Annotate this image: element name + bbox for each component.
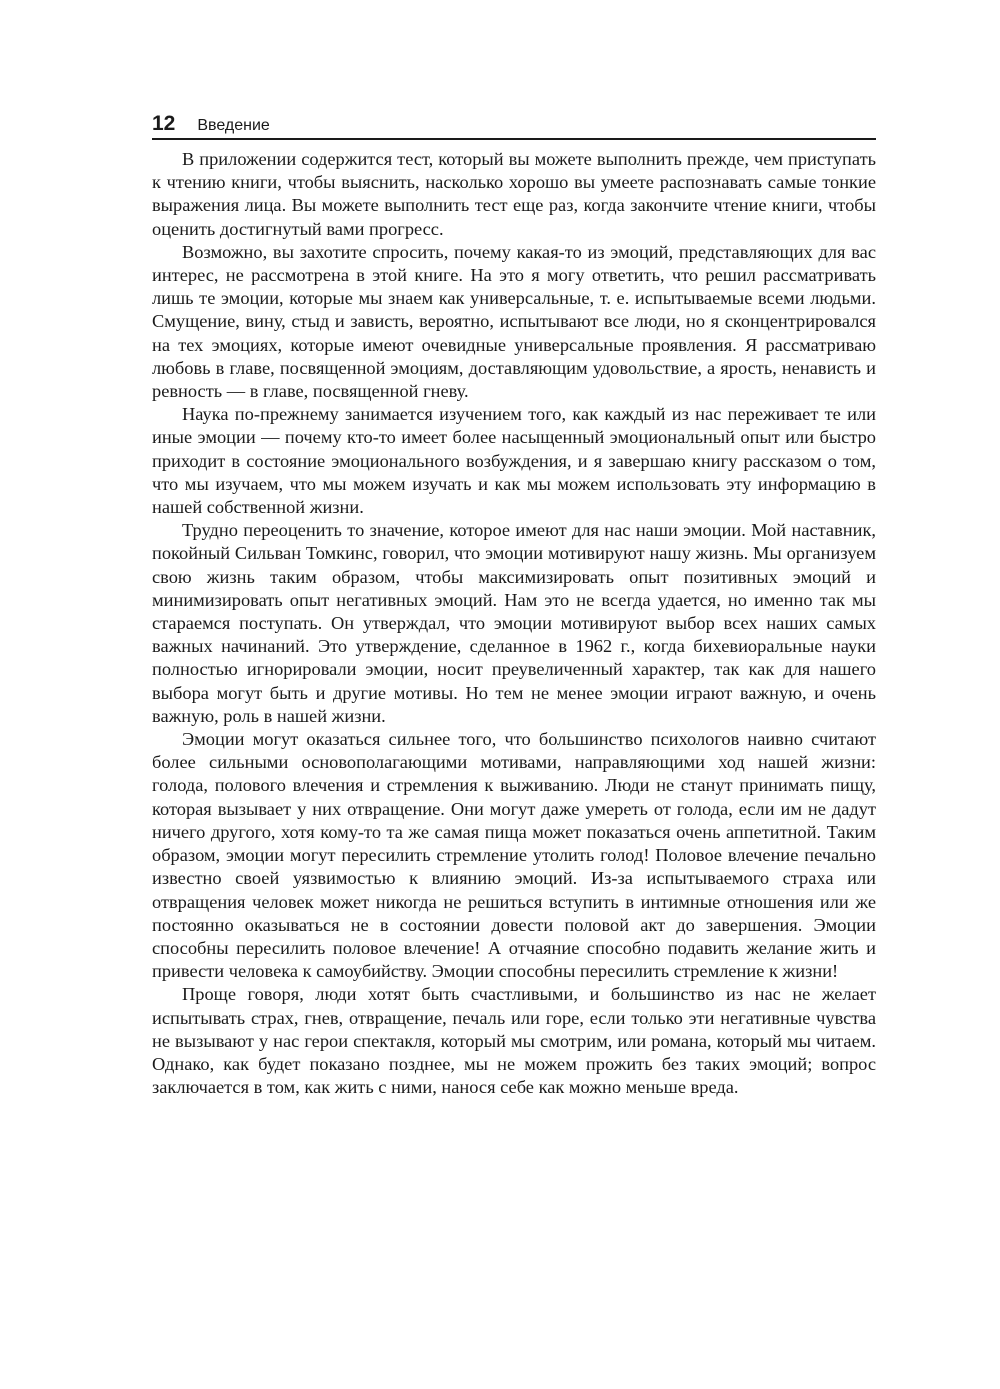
book-page	[152, 112, 876, 1099]
paragraph: Трудно переоценить то значение, которое имеют для нас наши эмоции. Мой наставник, покойный Сильван Томкинс, говорил, что эмоции мотивируют нашу жизнь. Мы организуем свою жизнь таким образом, чтобы максимизировать опыт позитивных эмоций и минимизировать опыт негативных эмоций. Нам это не всегда удается, но именно так мы стараемся поступать. Он утверждал, что эмоции мотивируют выбор всех наших самых важных начинаний. Это утверждение, сделанное в 1962 г., когда бихевиоральные науки полностью игнорировали эмоции, носит преувеличенный характер, так как для нашего выбора могут быть и другие мотивы. Но тем не менее эмоции играют важную, и очень важную, роль в нашей жизни.	[152, 520, 876, 726]
paragraph: Проще говоря, люди хотят быть счастливыми, и большинство из нас не желает испытывать страх, гнев, отвращение, печаль или горе, если только эти негативные чувства не вызывают у нас герои спектакля, который мы смотрим, или романа, который мы читаем. Однако, как будет показано позднее, мы не можем прожить без таких эмоций; вопрос заключается в том, как жить с ними, нанося себе как можно меньше вреда.	[152, 984, 876, 1098]
page-number: 12	[152, 112, 176, 135]
paragraph: Эмоции могут оказаться сильнее того, что большинство психологов наивно считают более сильными основополагающими мотивами, направляющими ход нашей жизни: голода, полового влечения и стремления к выживанию. Люди не станут принимать пищу, которая вызывает у них отвращение. Они могут даже умереть от голода, если им не дадут ничего другого, хотя кому-то та же самая пища может показаться очень аппетитной. Таким образом, эмоции могут пересилить стремление утолить голод! Половое влечение печально известно своей уязвимостью к влиянию эмоций. Из-за испытываемого страха или отвращения человек может никогда не решиться вступить в интимные отношения или же постоянно оказываться не в состоянии довести половой акт до завершения. Эмоции способны пересилить половое влечение! А отчаяние способно подавить желание жить и привести человека к самоубийству. Эмоции способны пересилить стремление к жизни!	[152, 729, 876, 982]
running-header	[152, 112, 876, 140]
section-title: Введение	[197, 117, 270, 134]
paragraph: Наука по-прежнему занимается изучением того, как каждый из нас переживает те или иные эмоции — почему кто-то имеет более насыщенный эмоциональный опыт или быстро приходит в состояние эмоционального возбуждения, и я завершаю книгу рассказом о том, что мы изучаем, что мы можем изучать и как мы можем использовать эту информацию в нашей собственной жизни.	[152, 404, 876, 518]
paragraph: Возможно, вы захотите спросить, почему какая-то из эмоций, представляющих для вас интерес, не рассмотрена в этой книге. На это я могу ответить, что решил рассматривать лишь те эмоции, которые мы знаем как универсальные, т. е. испытываемые всеми людьми. Смущение, вину, стыд и зависть, вероятно, испытывают все люди, но я сконцентрировался на тех эмоциях, которые имеют очевидные универсальные проявления. Я рассматриваю любовь в главе, посвященной эмоциям, доставляющим удовольствие, а ярость, ненависть и ревность — в главе, посвященной гневу.	[152, 241, 876, 402]
paragraph: В приложении содержится тест, который вы можете выполнить прежде, чем приступать к чтению книги, чтобы выяснить, насколько хорошо вы умеете распознавать самые тонкие выражения лица. Вы можете выполнить тест еще раз, когда закончите чтение книги, чтобы оценить достигнутый вами прогресс.	[152, 149, 876, 239]
body-text	[152, 148, 876, 1099]
